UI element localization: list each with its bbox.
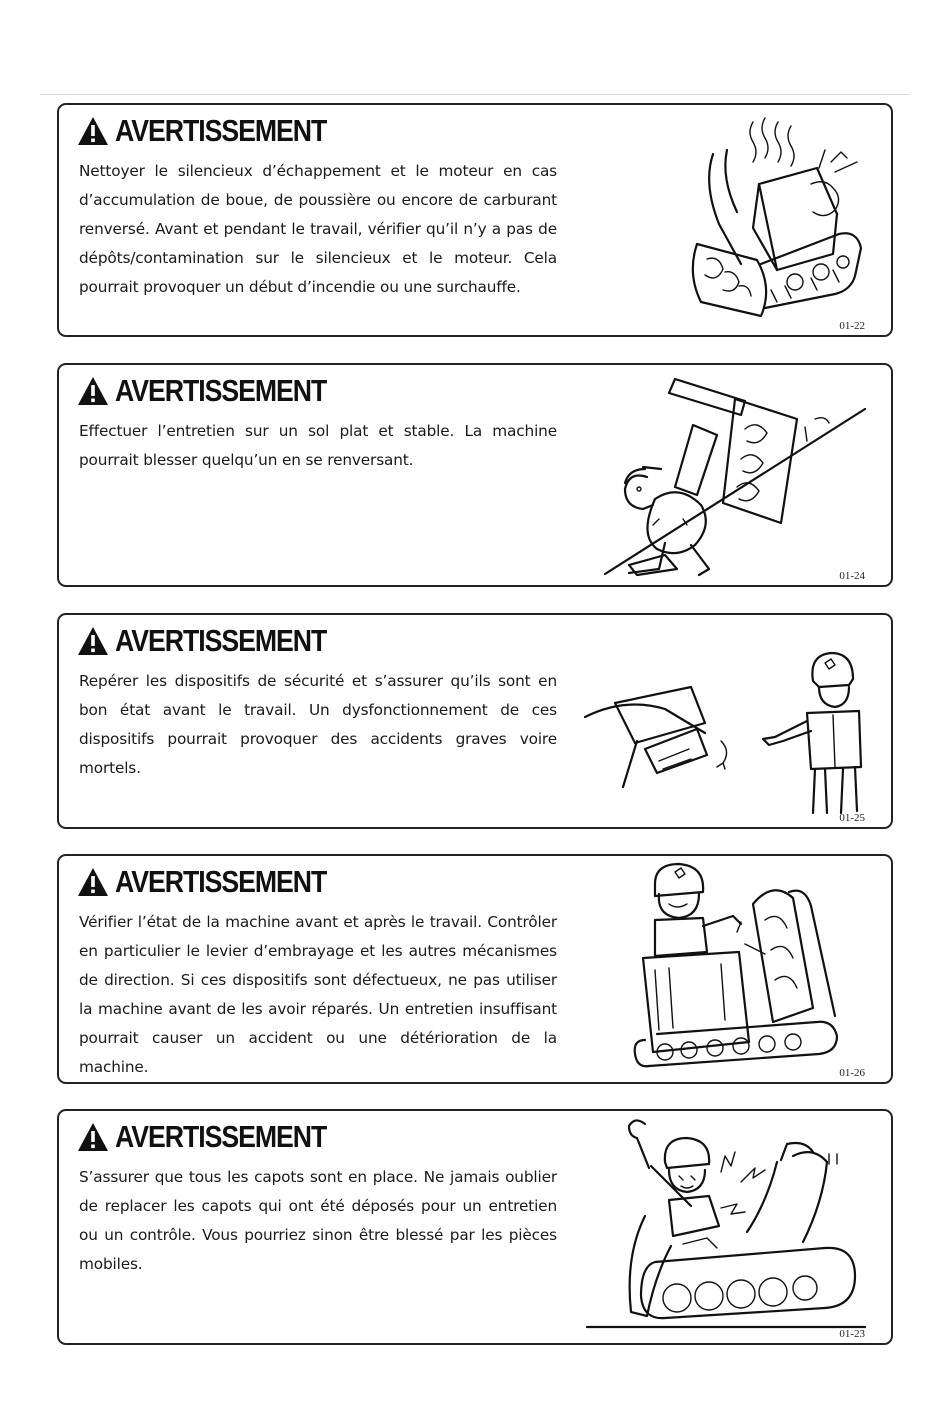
warning-header: [77, 623, 361, 659]
warning-title: AVERTISSEMENT: [115, 113, 327, 148]
warning-triangle-icon: [77, 116, 109, 146]
warning-card-4: [57, 854, 893, 1084]
warning-title: AVERTISSEMENT: [115, 864, 327, 899]
warning-text: Repérer les dispositifs de sécurité et s’assurer qu’ils sont en bon état avant le travail. Un dysfonctionnement de ces dispositifs pourrait provoquer des accidents graves voire mortels.: [79, 672, 557, 777]
inspector-pointing-illustration: [575, 641, 875, 821]
warning-card-2: [57, 363, 893, 587]
warning-header: [77, 373, 361, 409]
figure-code: 01-22: [839, 320, 865, 332]
tipping-snowblower-illustration: [595, 369, 875, 579]
warning-card-5: [57, 1109, 893, 1345]
warning-title: AVERTISSEMENT: [115, 373, 327, 408]
warning-triangle-icon: [77, 1122, 109, 1152]
warning-text: Nettoyer le silencieux d’échappement et le moteur en cas d’accumulation de boue, de poussière ou encore de carburant renversé. Avant et pendant le travail, vérifier qu’il n’y a pas de dépôts/contamination sur le silencieux et le moteur. Cela pourrait provoquer un début d’incendie ou une surchauffe.: [79, 162, 557, 296]
warning-text: Effectuer l’entretien sur un sol plat et stable. La machine pourrait blesser quelqu’un en se renversant.: [79, 422, 557, 469]
injured-operator-illustration: [585, 1112, 875, 1337]
warning-header: [77, 1119, 361, 1155]
figure-code: 01-26: [839, 1067, 865, 1079]
hot-snowblower-illustration: [635, 114, 875, 329]
warning-card-3: [57, 613, 893, 829]
warning-text: Vérifier l’état de la machine avant et après le travail. Contrôler en particulier le levier d’embrayage et les autres mécanismes de direction. Si ces dispositifs sont défectueux, ne pas utiliser la machine avant de les avoir réparés. Un entretien insuffisant pourrait causer un accident ou une détérioration de la machine.: [79, 913, 557, 1076]
warning-triangle-icon: [77, 626, 109, 656]
page-top-rule: [40, 94, 910, 95]
warning-header: [77, 864, 361, 900]
figure-code: 01-23: [839, 1328, 865, 1340]
warning-triangle-icon: [77, 376, 109, 406]
warning-card-1: [57, 103, 893, 337]
warning-title: AVERTISSEMENT: [115, 1119, 327, 1154]
warning-title: AVERTISSEMENT: [115, 623, 327, 658]
warning-header: [77, 113, 361, 149]
warning-triangle-icon: [77, 867, 109, 897]
figure-code: 01-24: [839, 570, 865, 582]
warning-text: S’assurer que tous les capots sont en place. Ne jamais oublier de replacer les capots qui ont été déposés pour un entretien ou un contrôle. Vous pourriez sinon être blessé par les pièces mobiles.: [79, 1168, 557, 1273]
figure-code: 01-25: [839, 812, 865, 824]
operator-on-snowblower-illustration: [625, 860, 875, 1076]
